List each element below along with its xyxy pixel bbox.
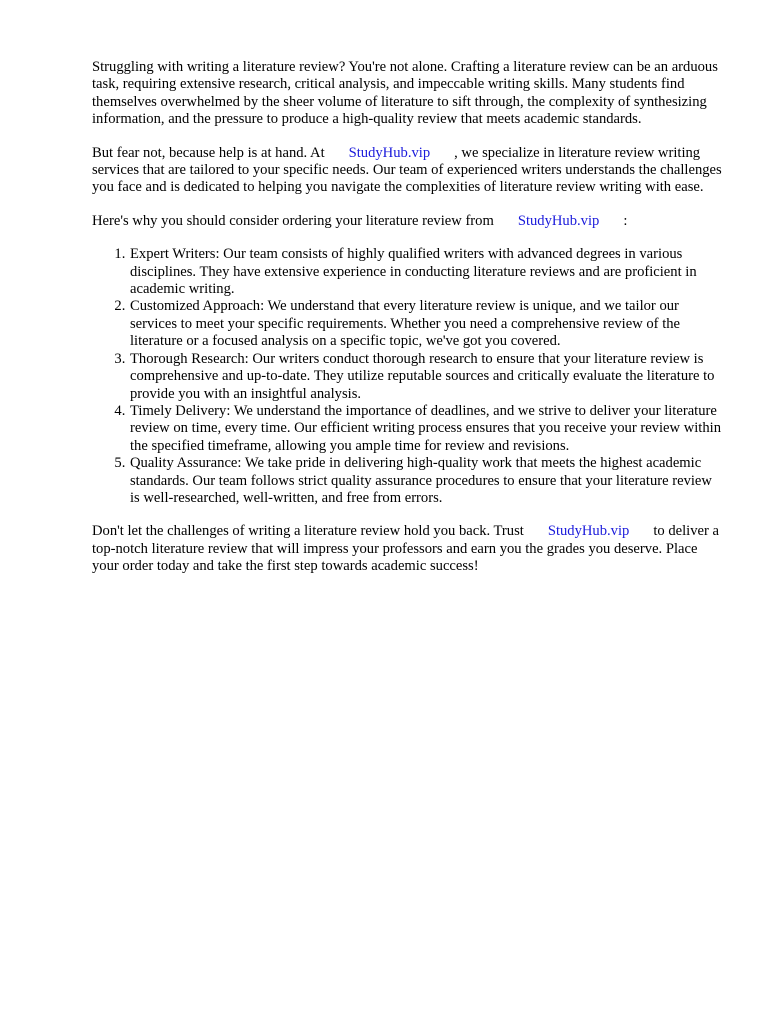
list-item: 4. Timely Delivery: We understand the importance of deadlines, and we strive to deliver your literature review on time, every time. Our efficient writing process ensures that you receive your review within the specified timeframe, allowing you ample time for review and revisions. (129, 403, 722, 455)
document-page (92, 59, 722, 592)
help-text-after: , we specialize in literature review writing services that are tailored to your specific needs. Our team of experienced writers understands the challenges you face and is dedicated to helping you navigate the complexities of literature review writing with ease. (92, 144, 722, 196)
list-item: 2. Customized Approach: We understand that every literature review is unique, and we tailor our services to meet your specific requirements. Whether you need a comprehensive review of the literature or a focused analysis on a specific topic, we've got you covered. (129, 298, 722, 350)
studyhub-link[interactable]: StudyHub.vip (517, 212, 600, 229)
intro-paragraph: Struggling with writing a literature review? You're not alone. Crafting a literature review can be an arduous task, requiring extensive research, critical analysis, and impeccable writing skills. Many students find themselves overwhelmed by the sheer volume of literature to sift through, the complexity of synthesizing information, and the pressure to produce a high-quality review that meets academic standards. (92, 59, 718, 128)
why-text-before: Here's why you should consider ordering your literature review from (92, 212, 494, 229)
list-item: 3. Thorough Research: Our writers conduct thorough research to ensure that your literature review is comprehensive and up-to-date. They utilize reputable sources and critically evaluate the literature to provide you with an insightful analysis. (129, 351, 722, 403)
closing-paragraph (92, 523, 722, 575)
reasons-list (92, 246, 722, 507)
why-paragraph (92, 213, 722, 230)
studyhub-link[interactable]: StudyHub.vip (547, 523, 630, 540)
list-item: 1. Expert Writers: Our team consists of highly qualified writers with advanced degrees in various disciplines. They have extensive experience in conducting literature reviews and are proficient in academic writing. (129, 246, 722, 298)
why-text-after: : (623, 212, 628, 229)
closing-text-after: to deliver a top-notch literature review that will impress your professors and earn you the grades you deserve. Place your order today and take the first step towards academic success! (92, 523, 719, 575)
help-text-before: But fear not, because help is at hand. At (92, 144, 325, 161)
studyhub-link[interactable]: StudyHub.vip (348, 144, 431, 161)
list-item: 5. Quality Assurance: We take pride in delivering high-quality work that meets the highest academic standards. Our team follows strict quality assurance procedures to ensure that your literature review is well-researched, well-written, and free from errors. (129, 455, 722, 507)
help-paragraph (92, 145, 722, 197)
closing-text-before: Don't let the challenges of writing a literature review hold you back. Trust (92, 523, 524, 540)
